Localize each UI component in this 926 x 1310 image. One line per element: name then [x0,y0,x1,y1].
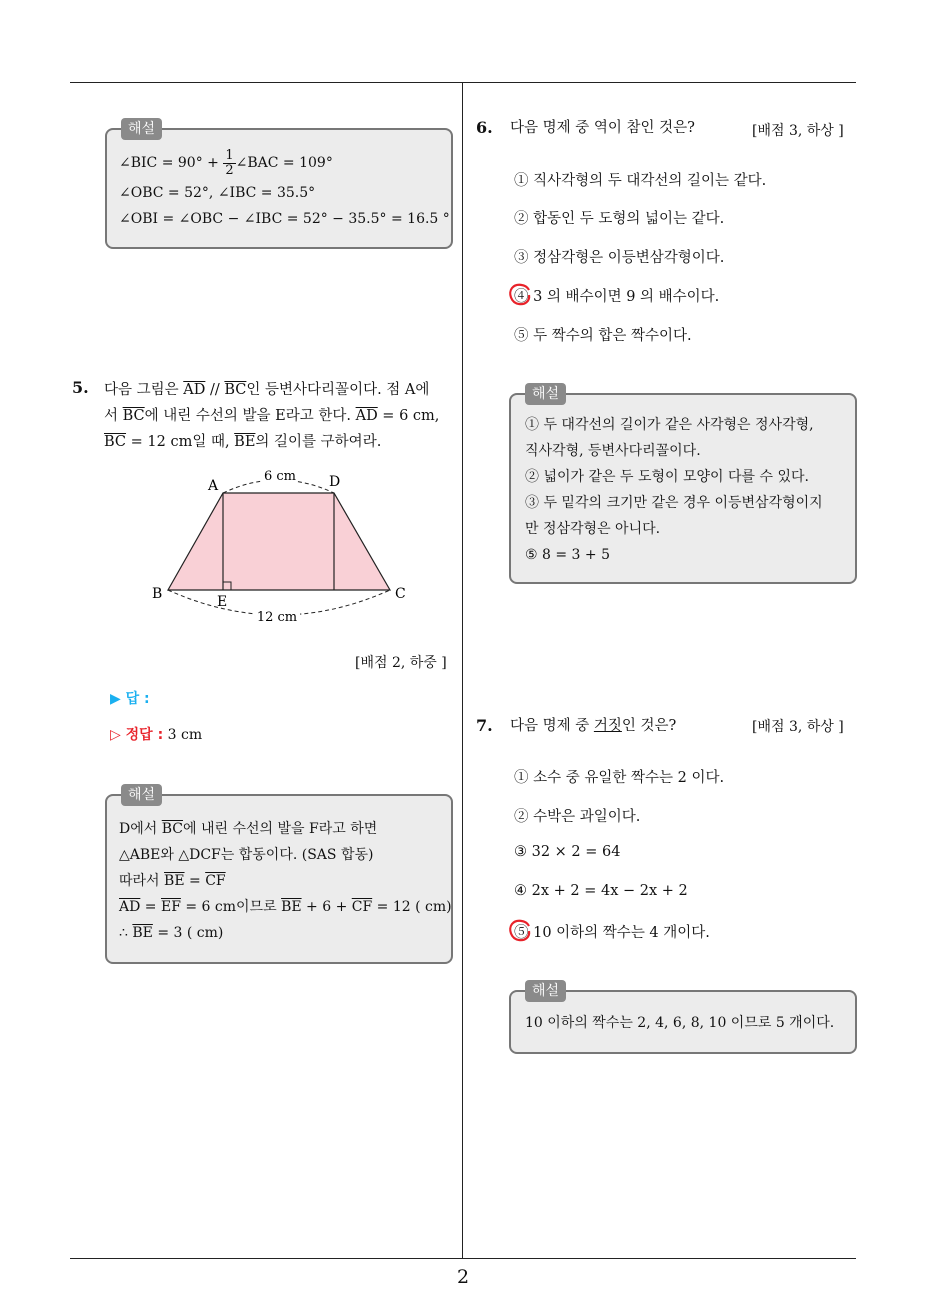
solution-line: 10 이하의 짝수는 2, 4, 6, 8, 10 이므로 5 개이다. [525,1015,835,1031]
label-e: E [217,594,228,610]
solution-line: ∠OBI = ∠OBC − ∠IBC = 52° − 35.5° = 16.5 ° [119,211,450,227]
solution-box-q4 [105,121,453,249]
solution-line: 따라서 $\overline{BE} = \overline{CF}$ [119,873,226,889]
solution-line: ② 넓이가 같은 두 도형이 모양이 다를 수 있다. [525,469,809,485]
q7-option-3[interactable]: ③ 32 × 2 = 64 [514,844,621,860]
answer-label: ▶ 답 : [110,691,150,707]
q7-option-1[interactable]: ① 소수 중 유일한 짝수는 2 이다. [514,770,725,786]
solution-tag: 해설 [121,784,162,806]
q6-option-1[interactable]: ① 직사각형의 두 대각선의 길이는 같다. [514,173,767,189]
page-number: 2 [456,1266,470,1288]
trapezoid-figure [140,462,420,632]
solution-box-q6 [509,386,857,584]
label-bottom-length: 12 cm [256,610,298,625]
solution-line: ⑤ 8 = 3 + 5 [525,547,610,563]
q7-option-5[interactable]: ⑤ 10 이하의 짝수는 4 개이다. [514,925,710,941]
q6-option-3[interactable]: ③ 정삼각형은 이등변삼각형이다. [514,250,725,266]
question-7-text: 다음 명제 중 거짓인 것은? [510,718,677,734]
solution-line: ∠OBC = 52°, ∠IBC = 35.5° [119,185,316,201]
top-rule [70,82,856,83]
label-a: A [208,478,219,494]
q7-option-4[interactable]: ④ 2x + 2 = 4x − 2x + 2 [514,883,688,899]
selected-answer-mark [508,282,532,306]
question-5-text: 다음 그림은 $\overline{AD} // \overline{BC}$인 등변사다리꼴이다. 점 A에 서 $\overline{BC}$에 내린 수선의 발을 E라고 한다. $\overline{AD} = 6$ cm, $\overline{BC} = 12$ cm일 때, $\overline{BE}$의 길이를 구하여라. [104,382,440,450]
solution-line: △ABE와 △DCF는 합동이다. (SAS 합동) [119,847,374,863]
selected-answer-mark [508,918,532,942]
q6-option-2[interactable]: ② 합동인 두 도형의 넓이는 같다. [514,211,725,227]
solution-box-q7 [509,983,857,1054]
label-b: B [152,586,163,602]
correct-answer: ▷ 정답 : 3 cm [110,727,203,743]
solution-tag: 해설 [525,383,566,405]
bottom-rule [70,1258,856,1259]
fraction: $\frac{1}{2}$ [225,147,234,178]
solution-line: ③ 두 밑각의 크기만 같은 경우 이등변삼각형이지 [525,495,823,511]
solution-line: ∠BIC = 90° + $\frac{1}{2}$ ∠BAC = 109° [119,147,333,178]
solution-box-q5 [105,787,453,964]
question-number-5: 5. [72,378,89,397]
solution-tag: 해설 [525,980,566,1002]
question-6-text: 다음 명제 중 역이 참인 것은? [510,120,695,136]
q6-option-5[interactable]: ⑤ 두 짝수의 합은 짝수이다. [514,328,692,344]
solution-tag: 해설 [121,118,162,140]
solution-line: 직사각형, 등변사다리꼴이다. [525,443,701,459]
solution-line: 만 정삼각형은 아니다. [525,521,661,537]
question-5-score: [배점 2, 하중 ] [355,655,447,671]
solution-line: ∴ $\overline{BE} = 3$ ( cm) [119,925,224,941]
q7-option-2[interactable]: ② 수박은 과일이다. [514,809,641,825]
question-6-score: [배점 3, 하상 ] [752,123,844,139]
label-d: D [329,474,341,490]
q6-option-4[interactable]: ④ 3 의 배수이면 9 의 배수이다. [514,289,720,305]
solution-line: $\overline{AD} = \overline{EF} = 6$ cm이므로 $\overline{BE} + 6 + \overline{CF} = 12$ ( cm) [119,899,452,915]
label-top-length: 6 cm [263,469,297,484]
column-divider [462,82,463,1258]
question-number-7: 7. [476,716,493,735]
trapezoid-shape [168,493,390,590]
label-c: C [395,586,406,602]
solution-line: D에서 $\overline{BC}$에 내린 수선의 발을 F라고 하면 [119,821,378,837]
question-7-score: [배점 3, 하상 ] [752,719,844,735]
question-number-6: 6. [476,118,493,137]
solution-line: ① 두 대각선의 길이가 같은 사각형은 정사각형, [525,417,814,433]
